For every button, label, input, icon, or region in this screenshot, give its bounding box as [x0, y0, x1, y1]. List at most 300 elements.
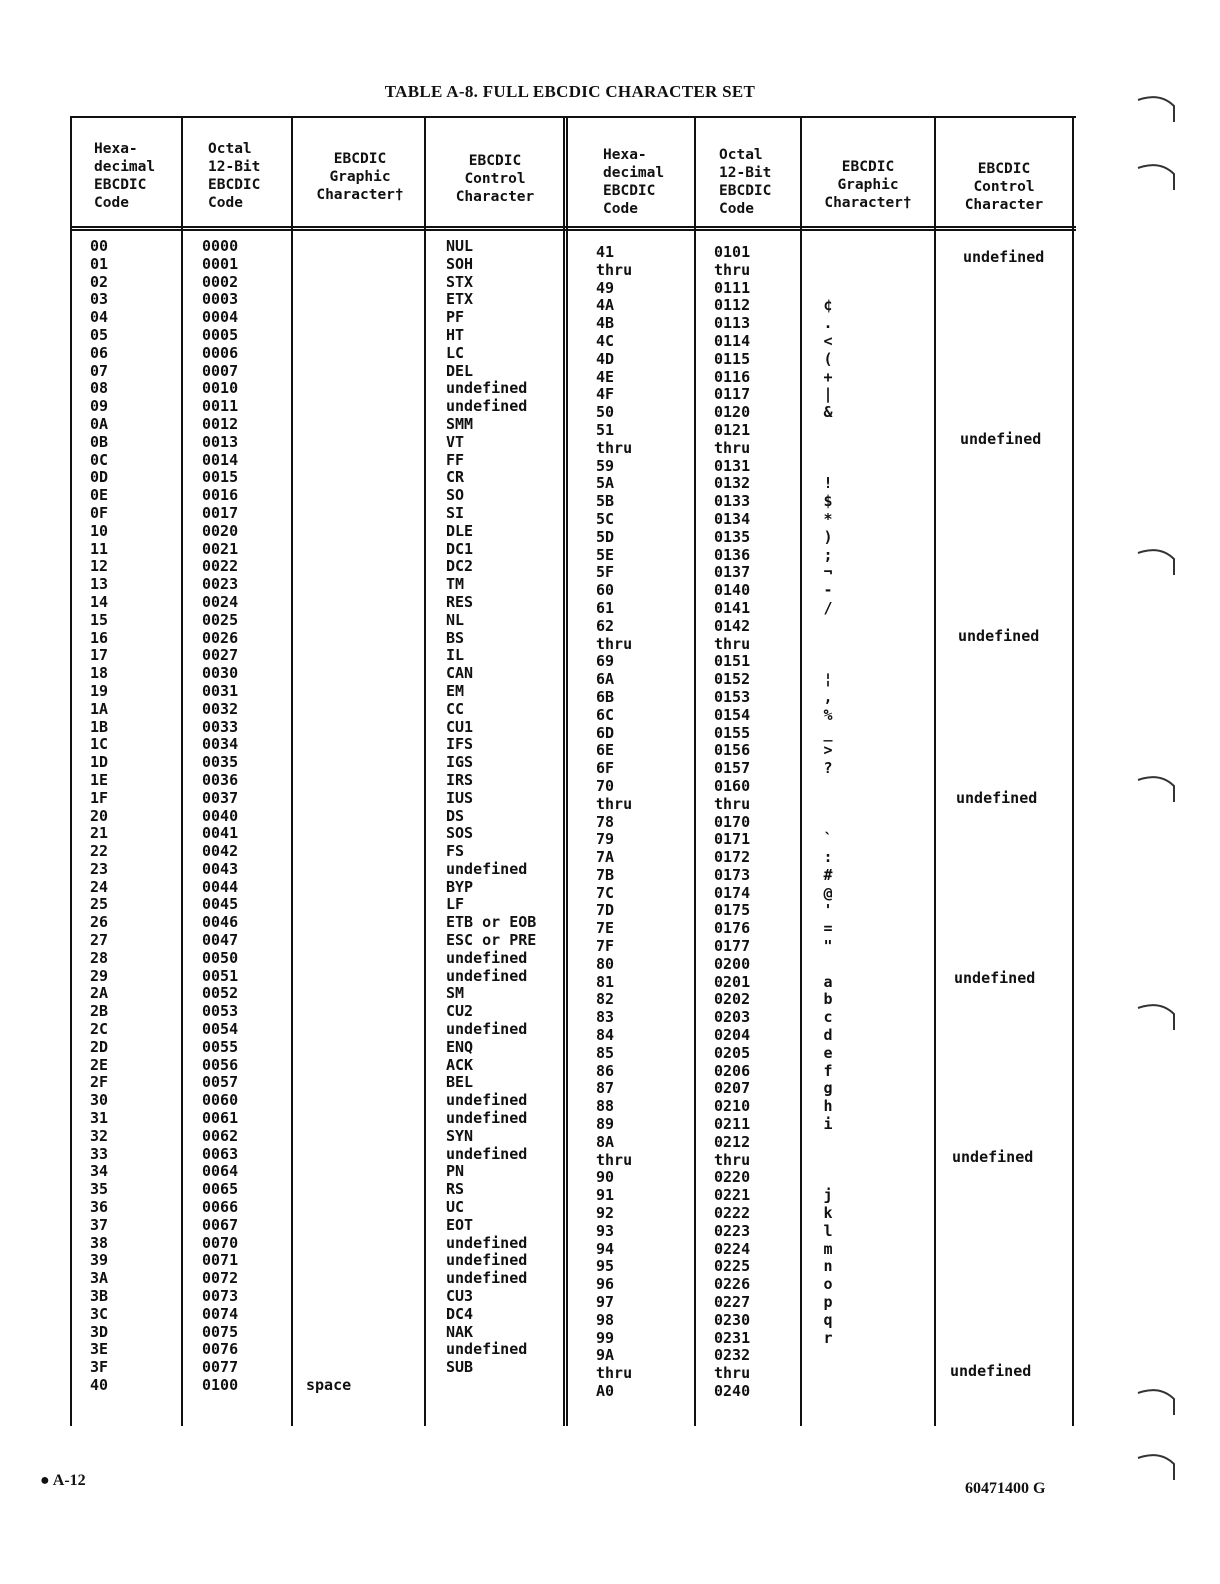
octal-code-cell: 0201 — [714, 972, 751, 991]
graphic-char-cell: / — [823, 598, 833, 617]
hex-code-cell: 8A — [596, 1132, 615, 1151]
column-graphic-right — [814, 244, 842, 1401]
octal-code-cell: 0013 — [202, 432, 239, 451]
ebcdic-table — [62, 116, 1076, 1426]
octal-code-cell: 0054 — [202, 1020, 239, 1039]
graphic-char-cell: ; — [823, 545, 833, 564]
hex-code-cell: 94 — [596, 1239, 615, 1258]
control-char-cell: BEL — [446, 1073, 474, 1092]
octal-code-cell: 0000 — [202, 237, 239, 255]
control-char-cell: SI — [446, 503, 465, 522]
octal-code-cell: 0074 — [202, 1304, 239, 1323]
control-char-cell: BS — [446, 628, 465, 647]
control-char-cell: VT — [446, 432, 465, 451]
hex-code-cell: 85 — [596, 1043, 615, 1062]
hex-code-cell: 2E — [90, 1055, 109, 1074]
column-control-left — [446, 238, 536, 1395]
control-char-cell: SMM — [446, 414, 474, 433]
hex-code-cell: 1E — [90, 770, 109, 789]
hex-code-cell: 2F — [90, 1073, 109, 1092]
hex-code-cell: 9A — [596, 1346, 615, 1365]
octal-code-cell: 0001 — [202, 254, 239, 273]
graphic-char-cell — [306, 434, 351, 452]
octal-code-cell: 0056 — [202, 1055, 239, 1074]
octal-code-cell: 0021 — [202, 539, 239, 558]
col-rule-5 — [694, 116, 696, 1426]
graphic-char-cell — [306, 345, 351, 363]
octal-code-cell: 0142 — [714, 616, 751, 635]
graphic-char-cell: n — [823, 1257, 833, 1276]
graphic-char-cell — [306, 469, 351, 487]
binder-tab-mark — [1136, 1000, 1180, 1034]
graphic-char-cell: i — [823, 1115, 833, 1134]
graphic-char-cell: & — [823, 403, 833, 422]
control-char-cell — [446, 1377, 536, 1395]
graphic-char-cell — [306, 647, 351, 665]
octal-code-cell: 0076 — [202, 1340, 239, 1359]
octal-code-cell: 0046 — [202, 913, 239, 932]
octal-code-cell: 0006 — [202, 343, 239, 362]
octal-code-cell: 0037 — [202, 788, 239, 807]
control-char-cell: undefined — [446, 1109, 528, 1128]
undefined-label: undefined — [960, 430, 1042, 448]
graphic-char-cell — [306, 985, 351, 1003]
hex-code-cell: 07 — [90, 361, 109, 380]
octal-code-cell: 0007 — [202, 361, 239, 380]
control-char-cell: undefined — [446, 948, 528, 967]
hex-code-cell: 3E — [90, 1340, 109, 1359]
graphic-char-cell — [306, 576, 351, 594]
octal-code-cell: 0065 — [202, 1180, 239, 1199]
control-char-cell: HT — [446, 325, 465, 344]
octal-code-cell: 0115 — [714, 349, 751, 368]
graphic-char-cell: f — [823, 1061, 833, 1080]
hex-code-cell: 59 — [596, 456, 615, 475]
graphic-char-cell — [306, 1092, 351, 1110]
octal-code-cell: 0022 — [202, 557, 239, 576]
octal-code-cell: 0120 — [714, 403, 751, 422]
graphic-char-cell — [306, 291, 351, 309]
control-char-cell: undefined — [446, 859, 528, 878]
header-control-right: EBCDIC Control Character — [964, 161, 1044, 213]
col-rule-7 — [934, 116, 936, 1426]
graphic-char-cell: % — [823, 705, 833, 724]
octal-code-cell: 0067 — [202, 1215, 239, 1234]
hex-code-cell: 4A — [596, 296, 615, 315]
octal-code-cell: 0005 — [202, 325, 239, 344]
octal-code-cell: 0077 — [202, 1358, 239, 1377]
graphic-char-cell: + — [823, 367, 833, 386]
graphic-char-cell: e — [823, 1043, 833, 1062]
octal-code-cell: 0240 — [714, 1382, 751, 1400]
graphic-char-cell — [306, 1003, 351, 1021]
binder-tab-mark — [1136, 160, 1180, 194]
octal-code-cell: 0206 — [714, 1061, 751, 1080]
hex-code-cell: 6C — [596, 705, 615, 724]
hex-code-cell: 2C — [90, 1020, 109, 1039]
graphic-char-cell: @ — [823, 883, 833, 902]
graphic-char-cell: * — [823, 509, 833, 528]
hex-code-cell: 95 — [596, 1257, 615, 1276]
graphic-char-cell — [306, 380, 351, 398]
octal-code-cell: thru — [714, 1364, 751, 1383]
column-hex-left — [90, 238, 108, 1395]
graphic-char-cell: c — [823, 1008, 833, 1027]
octal-code-cell: thru — [714, 438, 751, 457]
control-char-cell: SYN — [446, 1126, 474, 1145]
control-char-cell: undefined — [446, 1340, 528, 1359]
control-char-cell: SUB — [446, 1358, 474, 1377]
control-char-cell: IFS — [446, 735, 474, 754]
graphic-char-cell — [306, 416, 351, 434]
control-char-cell: IGS — [446, 753, 474, 772]
graphic-char-cell — [814, 778, 842, 796]
graphic-char-cell: : — [823, 848, 833, 867]
octal-code-cell: 0135 — [714, 527, 751, 546]
octal-code-cell: 0151 — [714, 652, 751, 671]
graphic-char-cell — [306, 754, 351, 772]
hex-code-cell: 26 — [90, 913, 109, 932]
octal-code-cell: 0071 — [202, 1251, 239, 1270]
hex-code-cell: 3F — [90, 1358, 109, 1377]
binder-tab-mark — [1136, 545, 1180, 579]
col-rule-6 — [800, 116, 802, 1426]
control-char-cell: CU2 — [446, 1002, 474, 1021]
graphic-char-cell — [306, 1110, 351, 1128]
col-rule-8 — [1072, 116, 1074, 1426]
col-rule-1 — [181, 116, 183, 1426]
hex-code-cell: 7E — [596, 919, 615, 938]
octal-code-cell: 0062 — [202, 1126, 239, 1145]
octal-code-cell: 0032 — [202, 699, 239, 718]
graphic-char-cell — [814, 458, 842, 476]
octal-code-cell: 0211 — [714, 1115, 751, 1134]
col-rule-2 — [291, 116, 293, 1426]
header-octal-left: Octal 12-Bit EBCDIC Code — [208, 141, 261, 211]
graphic-char-cell — [306, 736, 351, 754]
hex-code-cell: thru — [596, 438, 633, 457]
octal-code-cell: 0220 — [714, 1168, 751, 1187]
document-number: 60471400 G — [965, 1480, 1046, 1497]
hex-code-cell: 98 — [596, 1310, 615, 1329]
hex-code-cell: 62 — [596, 616, 615, 635]
hex-code-cell: 36 — [90, 1198, 109, 1217]
hex-code-cell: 6E — [596, 741, 615, 760]
undefined-label: undefined — [956, 789, 1038, 807]
graphic-char-cell — [814, 422, 842, 440]
hex-code-cell: 82 — [596, 990, 615, 1009]
hex-code-cell: 00 — [90, 237, 109, 255]
control-char-cell: CC — [446, 699, 465, 718]
control-char-cell: ETX — [446, 290, 474, 309]
control-char-cell: ESC or PRE — [446, 931, 537, 950]
hex-code-cell: 1D — [90, 753, 109, 772]
control-char-cell: TM — [446, 575, 465, 594]
graphic-char-cell — [306, 487, 351, 505]
binder-tab-mark — [1136, 1450, 1180, 1484]
hex-code-cell: 20 — [90, 806, 109, 825]
octal-code-cell: 0174 — [714, 883, 751, 902]
hex-code-cell: 5B — [596, 492, 615, 511]
hex-code-cell: 37 — [90, 1215, 109, 1234]
octal-code-cell: 0111 — [714, 278, 751, 297]
octal-code-cell: thru — [714, 260, 751, 279]
graphic-char-cell: = — [823, 919, 833, 938]
hex-code-cell: 7D — [596, 901, 615, 920]
octal-code-cell: 0024 — [202, 592, 239, 611]
graphic-char-cell: < — [823, 331, 833, 350]
graphic-char-cell — [306, 896, 351, 914]
hex-code-cell: 5E — [596, 545, 615, 564]
octal-code-cell: 0114 — [714, 331, 751, 350]
hex-code-cell: 4C — [596, 331, 615, 350]
table-top-border — [70, 116, 1076, 118]
octal-code-cell: 0041 — [202, 824, 239, 843]
header-hex-left: Hexa- decimal EBCDIC Code — [94, 141, 156, 211]
graphic-char-cell: b — [823, 990, 833, 1009]
graphic-char-cell: k — [823, 1204, 833, 1223]
hex-code-cell: 91 — [596, 1186, 615, 1205]
column-graphic-left — [306, 238, 351, 1395]
hex-code-cell: 0E — [90, 486, 109, 505]
hex-code-cell: 08 — [90, 379, 109, 398]
hex-code-cell: 03 — [90, 290, 109, 309]
graphic-char-cell: ¢ — [823, 296, 833, 315]
octal-code-cell: 0160 — [714, 776, 751, 795]
graphic-char-cell — [306, 1359, 351, 1377]
octal-code-cell: 0225 — [714, 1257, 751, 1276]
octal-code-cell: 0207 — [714, 1079, 751, 1098]
graphic-char-cell: ? — [823, 759, 833, 778]
octal-code-cell: 0030 — [202, 664, 239, 683]
octal-code-cell: 0015 — [202, 468, 239, 487]
graphic-char-cell — [306, 309, 351, 327]
binder-tab-mark — [1136, 772, 1180, 806]
graphic-char-cell: h — [823, 1097, 833, 1116]
control-char-cell: PN — [446, 1162, 465, 1181]
hex-code-cell: 4E — [596, 367, 615, 386]
octal-code-cell: 0101 — [714, 243, 751, 261]
hex-code-cell: 19 — [90, 681, 109, 700]
hex-code-cell: 31 — [90, 1109, 109, 1128]
hex-code-cell: 60 — [596, 581, 615, 600]
column-hex-right — [596, 244, 632, 1401]
graphic-char-cell — [814, 440, 842, 458]
octal-code-cell: 0057 — [202, 1073, 239, 1092]
table-title: TABLE A-8. FULL EBCDIC CHARACTER SET — [384, 82, 756, 101]
hex-code-cell: 84 — [596, 1026, 615, 1045]
control-char-cell: undefined — [446, 1144, 528, 1163]
hex-code-cell: 78 — [596, 812, 615, 831]
hex-code-cell: 50 — [596, 403, 615, 422]
graphic-char-cell — [306, 701, 351, 719]
hex-code-cell: 49 — [596, 278, 615, 297]
graphic-char-cell: d — [823, 1026, 833, 1045]
hex-code-cell: 17 — [90, 646, 109, 665]
octal-code-cell: 0027 — [202, 646, 239, 665]
graphic-char-cell — [814, 1134, 842, 1152]
graphic-char-cell: , — [823, 687, 833, 706]
hex-code-cell: 41 — [596, 243, 615, 261]
octal-code-cell: 0175 — [714, 901, 751, 920]
hex-code-cell: 4D — [596, 349, 615, 368]
control-char-cell: SM — [446, 984, 465, 1003]
graphic-char-cell — [306, 274, 351, 292]
graphic-char-cell — [306, 772, 351, 790]
graphic-char-cell — [306, 719, 351, 737]
control-char-cell: IUS — [446, 788, 474, 807]
graphic-char-cell — [306, 790, 351, 808]
octal-code-cell: 0014 — [202, 450, 239, 469]
octal-code-cell: 0025 — [202, 610, 239, 629]
octal-code-cell: 0171 — [714, 830, 751, 849]
octal-code-cell: 0036 — [202, 770, 239, 789]
graphic-char-cell: j — [823, 1186, 833, 1205]
graphic-char-cell — [306, 1217, 351, 1235]
hex-code-cell: 3A — [90, 1269, 109, 1288]
control-char-cell: EM — [446, 681, 465, 700]
octal-code-cell: 0053 — [202, 1002, 239, 1021]
control-char-cell: ACK — [446, 1055, 474, 1074]
control-char-cell: undefined — [446, 1269, 528, 1288]
hex-code-cell: 40 — [90, 1376, 109, 1394]
octal-code-cell: 0075 — [202, 1322, 239, 1341]
octal-code-cell: 0010 — [202, 379, 239, 398]
octal-code-cell: 0051 — [202, 966, 239, 985]
octal-code-cell: 0205 — [714, 1043, 751, 1062]
graphic-char-cell — [306, 327, 351, 345]
octal-code-cell: 0072 — [202, 1269, 239, 1288]
octal-code-cell: 0061 — [202, 1109, 239, 1128]
graphic-char-cell: o — [823, 1275, 833, 1294]
graphic-char-cell — [306, 843, 351, 861]
hex-code-cell: 14 — [90, 592, 109, 611]
hex-code-cell: 1F — [90, 788, 109, 807]
octal-code-cell: 0177 — [714, 937, 751, 956]
hex-code-cell: 97 — [596, 1293, 615, 1312]
graphic-char-cell: ¦ — [823, 670, 833, 689]
graphic-char-cell — [306, 523, 351, 541]
octal-code-cell: 0204 — [714, 1026, 751, 1045]
control-char-cell: EOT — [446, 1215, 474, 1234]
hex-code-cell: 30 — [90, 1091, 109, 1110]
hex-code-cell: 1C — [90, 735, 109, 754]
hex-code-cell: 2A — [90, 984, 109, 1003]
undefined-label: undefined — [958, 627, 1040, 645]
hex-code-cell: 09 — [90, 397, 109, 416]
octal-code-cell: 0043 — [202, 859, 239, 878]
graphic-char-cell: ' — [823, 901, 833, 920]
control-char-cell: undefined — [446, 379, 528, 398]
octal-code-cell: 0073 — [202, 1287, 239, 1306]
octal-code-cell: 0176 — [714, 919, 751, 938]
graphic-char-cell: ¬ — [823, 563, 833, 582]
graphic-char-cell — [306, 256, 351, 274]
hex-code-cell: 0A — [90, 414, 109, 433]
control-char-cell: CAN — [446, 664, 474, 683]
octal-code-cell: 0003 — [202, 290, 239, 309]
octal-code-cell: 0141 — [714, 598, 751, 617]
control-char-cell: NL — [446, 610, 465, 629]
control-char-cell: SO — [446, 486, 465, 505]
octal-code-cell: 0136 — [714, 545, 751, 564]
octal-code-cell: 0050 — [202, 948, 239, 967]
octal-code-cell: 0140 — [714, 581, 751, 600]
octal-code-cell: 0055 — [202, 1037, 239, 1056]
hex-code-cell: 3B — [90, 1287, 109, 1306]
control-char-cell: undefined — [446, 1251, 528, 1270]
graphic-char-cell — [306, 808, 351, 826]
octal-code-cell: 0004 — [202, 308, 239, 327]
octal-code-cell: 0117 — [714, 385, 751, 404]
hex-code-cell: 22 — [90, 842, 109, 861]
graphic-char-cell — [306, 238, 351, 256]
graphic-char-cell — [306, 1057, 351, 1075]
hex-code-cell: 10 — [90, 521, 109, 540]
octal-code-cell: 0210 — [714, 1097, 751, 1116]
graphic-char-cell: ( — [823, 349, 833, 368]
graphic-char-cell — [306, 932, 351, 950]
page-number: ● A-12 — [40, 1472, 86, 1489]
hex-code-cell: 6F — [596, 759, 615, 778]
control-char-cell: ETB or EOB — [446, 913, 537, 932]
octal-code-cell: 0113 — [714, 314, 751, 333]
control-char-cell: undefined — [446, 1020, 528, 1039]
control-char-cell: FS — [446, 842, 465, 861]
octal-code-cell: 0112 — [714, 296, 751, 315]
octal-code-cell: 0026 — [202, 628, 239, 647]
octal-code-cell: 0023 — [202, 575, 239, 594]
graphic-char-cell — [814, 1383, 842, 1401]
hex-code-cell: 2D — [90, 1037, 109, 1056]
control-char-cell: undefined — [446, 397, 528, 416]
header-rule — [70, 226, 1076, 231]
control-char-cell: CR — [446, 468, 465, 487]
graphic-char-cell — [306, 363, 351, 381]
graphic-char-cell — [306, 1235, 351, 1253]
hex-code-cell: 02 — [90, 272, 109, 291]
hex-code-cell: 23 — [90, 859, 109, 878]
header-hex-right: Hexa- decimal EBCDIC Code — [603, 147, 665, 217]
hex-code-cell: 3D — [90, 1322, 109, 1341]
graphic-char-cell — [306, 1341, 351, 1359]
octal-code-cell: 0131 — [714, 456, 751, 475]
control-char-cell: SOH — [446, 254, 474, 273]
hex-code-cell: 5D — [596, 527, 615, 546]
graphic-char-cell — [306, 541, 351, 559]
hex-code-cell: 24 — [90, 877, 109, 896]
graphic-char-cell: g — [823, 1079, 833, 1098]
graphic-char-cell: # — [823, 865, 833, 884]
control-char-cell: STX — [446, 272, 474, 291]
hex-code-cell: 29 — [90, 966, 109, 985]
octal-code-cell: 0042 — [202, 842, 239, 861]
hex-code-cell: 0B — [90, 432, 109, 451]
hex-code-cell: 39 — [90, 1251, 109, 1270]
control-char-cell: DEL — [446, 361, 474, 380]
hex-code-cell: 88 — [596, 1097, 615, 1116]
hex-code-cell: 01 — [90, 254, 109, 273]
octal-code-cell: 0155 — [714, 723, 751, 742]
graphic-char-cell: ) — [823, 527, 833, 546]
hex-code-cell: 5A — [596, 474, 615, 493]
octal-code-cell: 0052 — [202, 984, 239, 1003]
graphic-char-cell — [814, 956, 842, 974]
octal-code-cell: 0017 — [202, 503, 239, 522]
graphic-char-cell: $ — [823, 492, 833, 511]
graphic-char-cell: space — [306, 1376, 352, 1394]
octal-code-cell: 0200 — [714, 954, 751, 973]
